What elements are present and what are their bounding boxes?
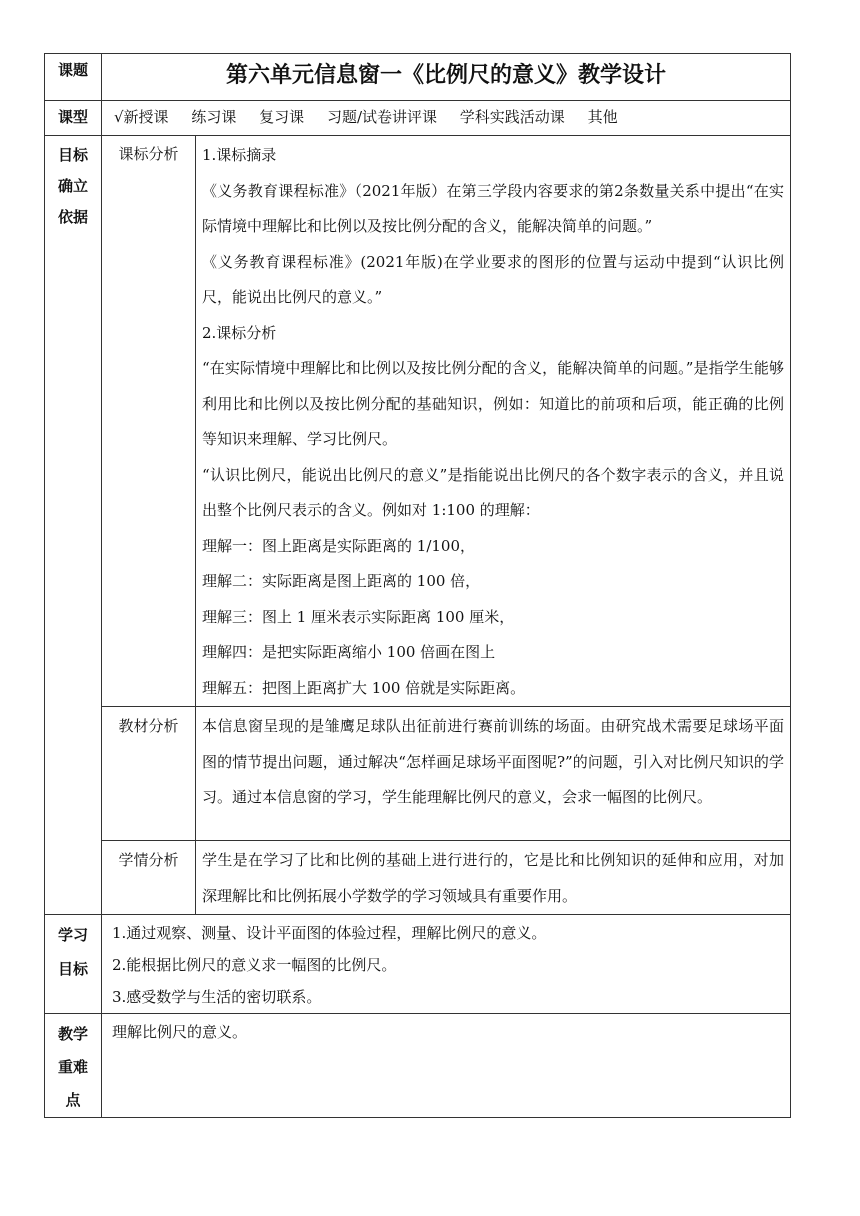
title-cell	[102, 54, 791, 101]
basis-label-line: 目标	[57, 146, 88, 164]
curriculum-content-cell	[196, 136, 791, 707]
page-title: 第六单元信息窗一《比例尺的意义》教学设计	[226, 63, 667, 88]
textbook-content: 本信息窗呈现的是雏鹰足球队出征前进行赛前训练的场面。由研究战术需要足球场平面图的情节提出问题，通过解决“怎样画足球场平面图呢?”的问题，引入对比例尺知识的学习。通过本信息窗的学习，学生能理解比例尺的意义，会求一幅图的比例尺。	[202, 717, 785, 806]
topic-label-cell	[45, 54, 102, 101]
key-points-label	[45, 1014, 101, 1117]
lesson-plan-table	[44, 53, 791, 1118]
lesson-type-options	[102, 101, 790, 133]
basis-label	[45, 136, 101, 233]
basis-label-line: 确立	[57, 177, 88, 195]
lesson-type-label: 课型	[57, 108, 88, 126]
objectives-label-line: 学习	[57, 926, 88, 944]
textbook-label: 教材分析	[118, 717, 179, 735]
objectives-row	[45, 915, 791, 1014]
curriculum-label-cell	[102, 136, 196, 707]
lesson-type-option: 复习课	[259, 108, 305, 126]
textbook-row	[45, 707, 791, 841]
objectives-label-cell	[45, 915, 102, 1014]
curriculum-content	[196, 136, 790, 706]
key-points-row	[45, 1014, 791, 1118]
basis-label-line: 依据	[57, 208, 88, 226]
students-row	[45, 841, 791, 915]
students-label-cell	[102, 841, 196, 915]
objective-item: 1.通过观察、测量、设计平面图的体验过程，理解比例尺的意义。	[112, 924, 547, 942]
curriculum-line: 理解二：实际距离是图上距离的 100 倍，	[202, 572, 481, 590]
curriculum-line: 《义务教育课程标准》(2021年版)在学业要求的图形的位置与运动中提到“认识比例尺，能说出比例尺的意义。”	[202, 252, 785, 306]
objectives-content-cell	[102, 915, 791, 1014]
lesson-type-option: 练习课	[191, 108, 237, 126]
lesson-type-option: 学科实践活动课	[459, 108, 565, 126]
curriculum-line: 理解四：是把实际距离缩小 100 倍画在图上	[202, 643, 496, 661]
lesson-type-option: 习题/试卷讲评课	[326, 108, 437, 126]
objectives-label-line: 目标	[57, 960, 88, 978]
curriculum-line: 1.课标摘录	[202, 146, 277, 164]
textbook-label-cell	[102, 707, 196, 841]
objectives-content	[102, 915, 790, 1013]
key-points-label-cell	[45, 1014, 102, 1118]
title-row	[45, 54, 791, 101]
key-points-label-line: 教学	[57, 1025, 88, 1043]
curriculum-line: 理解一：图上距离是实际距离的 1/100，	[202, 536, 475, 555]
students-content-cell	[196, 841, 791, 915]
curriculum-label: 课标分析	[118, 145, 179, 163]
key-points-label-line: 点	[65, 1091, 81, 1109]
objective-item: 2.能根据比例尺的意义求一幅图的比例尺。	[112, 956, 397, 974]
key-points-content-cell	[102, 1014, 791, 1118]
lesson-type-option: √新授课	[114, 108, 169, 126]
key-points-content: 理解比例尺的意义。	[112, 1023, 248, 1041]
lesson-type-option: 其他	[587, 108, 618, 126]
textbook-content-cell	[196, 707, 791, 841]
objectives-label	[45, 915, 101, 986]
curriculum-line: 理解五：把图上距离扩大 100 倍就是实际距离。	[202, 678, 526, 697]
students-content: 学生是在学习了比和比例的基础上进行进行的，它是比和比例知识的延伸和应用，对加深理解比和比例拓展小学数学的学习领域具有重要作用。	[202, 851, 785, 905]
basis-label-cell	[45, 136, 102, 915]
lesson-type-row	[45, 101, 791, 136]
curriculum-line: 2.课标分析	[202, 323, 277, 342]
curriculum-line: “在实际情境中理解比和比例以及按比例分配的含义，能解决简单的问题。”是指学生能够利用比和比例以及按比例分配的基础知识，例如：知道比的前项和后项，能正确的比例等知识来理解、学习比例尺。	[202, 359, 785, 448]
lesson-type-options-cell	[102, 101, 791, 136]
topic-label: 课题	[57, 61, 88, 79]
key-points-label-line: 重难	[57, 1058, 88, 1076]
curriculum-line: 理解三：图上 1 厘米表示实际距离 100 厘米，	[202, 607, 515, 626]
curriculum-line: “认识比例尺，能说出比例尺的意义”是指能说出比例尺的各个数字表示的含义，并且说出整个比例尺表示的含义。例如对 1:100 的理解：	[202, 465, 785, 519]
lesson-type-label-cell	[45, 101, 102, 136]
curriculum-row	[45, 136, 791, 707]
curriculum-line: 《义务教育课程标准》（2021年版）在第三学段内容要求的第2条数量关系中提出“在实际情境中理解比和比例以及按比例分配的含义，能解决简单的问题。”	[202, 181, 785, 235]
objective-item: 3.感受数学与生活的密切联系。	[112, 988, 322, 1006]
students-label: 学情分析	[118, 851, 179, 869]
